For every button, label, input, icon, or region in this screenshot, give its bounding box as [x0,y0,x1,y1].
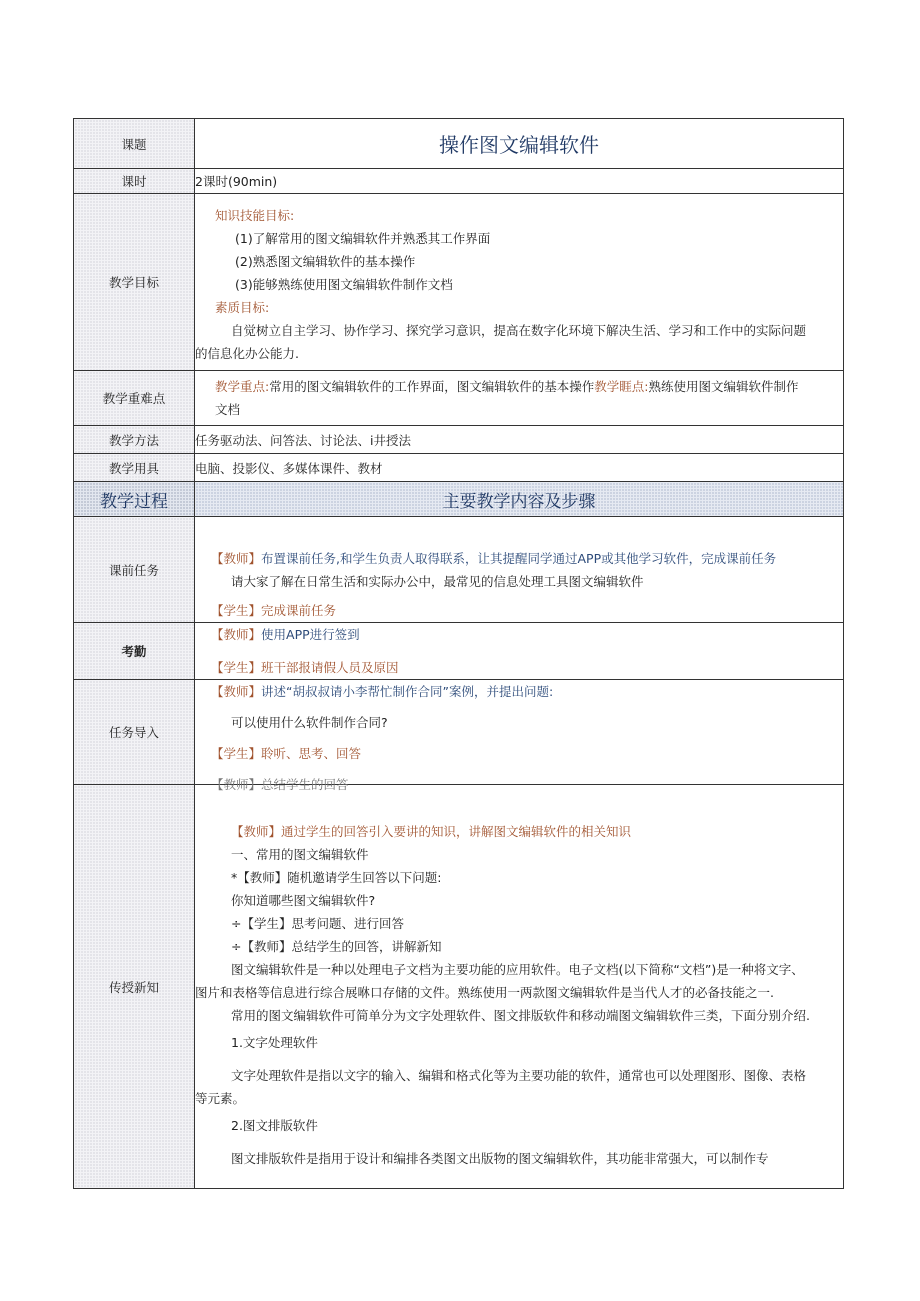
quality-heading: 素质目标: [215,300,270,315]
teach-l2: 一、常用的图文编辑软件 [231,847,369,862]
intro-clip [195,680,843,792]
knowledge-item: (1)了解常用的图文编辑软件并熟悉其工作界面 [235,231,491,246]
difficulty-text: 熟练使用图文编辑软件制作 [648,379,799,394]
methods-value: 任务驱动法、问答法、讨论法、i井授法 [195,426,844,454]
label-hours: 课时 [74,169,195,194]
label-attendance: 考勤 [74,623,195,680]
intro-teacher-text: 讲述“胡叔叔请小李帮忙制作合同”案例，并提出问题: [261,684,554,699]
intro-content [195,680,844,792]
intro-cut-line: 【教师】总结学生的回答 [211,777,349,792]
keypoints-line [195,375,843,398]
teach-p1a: 图文编辑软件是一种以处理电子文档为主要功能的应用软件。电子文档(以下简称“文档”)是一种将文字、 [231,962,804,977]
teacher-tag: 【教师】 [211,627,262,642]
focus-label: 教学重点: [215,379,270,394]
teach-l1: 【教师】通过学生的回答引入要讲的知识，讲解图文编辑软件的相关知识 [231,824,632,839]
label-pretask: 课前任务 [74,517,195,623]
knowledge-heading: 知识技能目标: [215,208,295,223]
teach-p3a: 文字处理软件是指以文字的输入、编辑和格式化等为主要功能的软件，通常也可以处理图形、图像、表格 [231,1068,807,1083]
teach-p3b: 等元素。 [195,1091,246,1106]
teach-l3: *【教师】随机邀请学生回答以下问题: [231,870,442,885]
knowledge-item: (3)能够熟练使用图文编辑软件制作文档 [235,277,453,292]
pretask-line2: 请大家了解在日常生活和实际办公中，最常见的信息处理工具图文编辑软件 [231,574,644,589]
pretask-student [195,599,843,622]
intro-teacher [195,680,843,703]
teach-l6: ÷【教师】总结学生的回答，讲解新知 [231,939,442,954]
attendance-content [195,623,844,680]
pretask-content [195,517,844,623]
teach-l5: ÷【学生】思考问题、进行回答 [231,916,404,931]
teach-p4: 图文排版软件是指用于设计和编排各类图文出版物的图文编辑软件，其功能非常强大，可以制作专 [231,1151,769,1166]
quality-text-cont: 的信息化办公能力. [195,346,299,361]
label-teach: 传授新知 [74,785,195,1189]
label-methods: 教学方法 [74,426,195,454]
quality-text: 自觉树立自主学习、协作学习、探究学习意识，提高在数字化环境下解决生活、学习和工作中的实际问题 [231,323,807,338]
intro-student [195,742,843,765]
hours-value: 2课时(90min) [195,169,844,194]
attendance-teacher-text: 使用APP进行签到 [261,627,360,642]
teach-h1: 1.文字处理软件 [231,1035,318,1050]
knowledge-item: (2)熟悉图文编辑软件的基本操作 [235,254,416,269]
teach-p2: 常用的图文编辑软件可简单分为文字处理软件、图文排版软件和移动端图文编辑软件三类，下面分别介绍. [231,1008,810,1023]
student-tag: 【学生】 [211,603,262,618]
keypoints-content [195,371,844,426]
teacher-tag: 【教师】 [211,551,262,566]
student-tag: 【学生】 [211,746,262,761]
label-keypoints: 教学重难点 [74,371,195,426]
teacher-tag: 【教师】 [211,684,262,699]
difficulty-text-cont: 文档 [215,402,241,417]
label-tools: 教学用具 [74,454,195,482]
teach-h2: 2.图文排版软件 [231,1118,318,1133]
focus-text: 常用的图文编辑软件的工作界面，图文编辑软件的基本操作 [269,379,595,394]
label-intro: 任务导入 [74,680,195,785]
tools-value: 电脑、投影仪、多媒体课件、教材 [195,454,844,482]
pretask-teacher-text: 布置课前任务,和学生负责人取得联系，让其提醒同学通过APP或其他学习软件，完成课前任务 [261,551,777,566]
banner-left: 教学过程 [74,482,195,517]
intro-student-text: 聆听、思考、回答 [261,746,362,761]
teach-p1b: 图片和表格等信息进行综合展咻口存储的文件。熟练使用一两款图文编辑软件是当代人才的必备技能之一. [195,985,774,1000]
goals-content [195,194,844,371]
teach-content [195,785,844,1189]
attendance-student-text: 班干部报请假人员及原因 [261,660,399,675]
intro-question: 可以使用什么软件制作合同? [231,715,388,730]
label-goals: 教学目标 [74,194,195,371]
banner-right: 主要教学内容及步骤 [195,482,844,517]
pretask-student-text: 完成课前任务 [261,603,337,618]
lesson-plan-table [73,118,844,1189]
attendance-student [195,656,843,679]
difficulty-label: 教学睚点: [594,379,649,394]
lesson-title: 操作图文编辑软件 [195,119,844,169]
label-topic: 课题 [74,119,195,169]
student-tag: 【学生】 [211,660,262,675]
teach-line [195,820,843,843]
attendance-teacher [195,623,843,646]
pretask-teacher [195,547,843,570]
teach-l4: 你知道哪些图文编辑软件? [231,893,376,908]
